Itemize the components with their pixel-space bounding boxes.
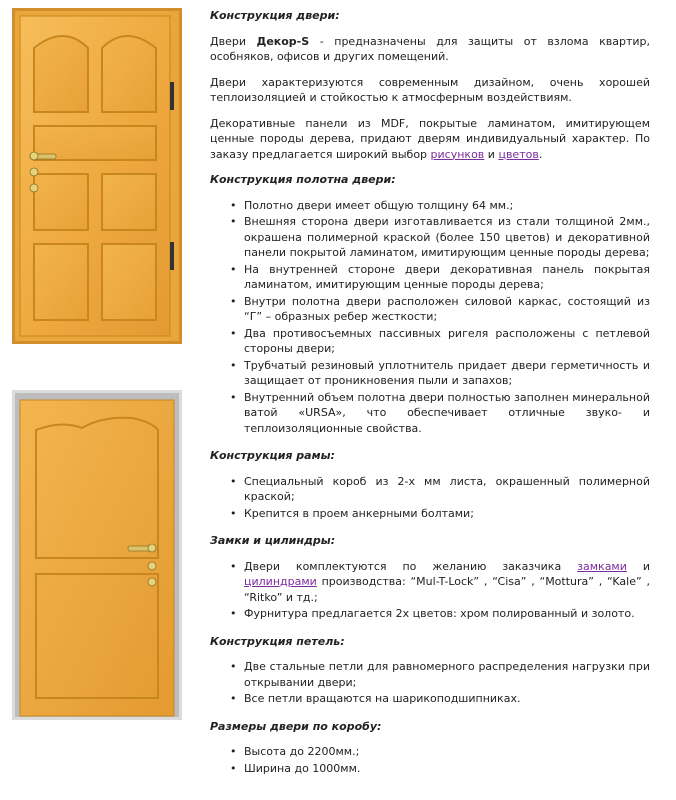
- section-title-hinges: Конструкция петель:: [210, 634, 345, 648]
- leaf-list: [210, 198, 650, 437]
- section-title-leaf: Конструкция полотна двери:: [210, 173, 396, 186]
- colors-link[interactable]: цветов: [498, 147, 539, 161]
- list-item: • Ширина до 1000мм.: [244, 761, 650, 777]
- list-item: • Два противосъемных пассивных ригеля расположены с петлевой стороны двери;: [244, 326, 650, 357]
- patterns-link[interactable]: рисунков: [430, 147, 485, 161]
- locks-item1-pre: Двери комплектуются по желанию заказчика: [244, 559, 578, 573]
- intro-paragraph-3: [210, 116, 650, 163]
- list-item: • Две стальные петли для равномерного распределения нагрузки при открывании двери;: [244, 659, 650, 690]
- hinges-list: [210, 659, 650, 707]
- locks-item1-mid: и: [626, 559, 650, 573]
- cylinders-link[interactable]: цилиндрами: [244, 575, 317, 588]
- list-item: • Внутри полотна двери расположен силовой каркас, состоящий из “Г” – образных ребер жесткости;: [244, 294, 650, 325]
- intro-paragraph-1: [210, 34, 650, 65]
- list-item: • Высота до 2200мм.;: [244, 744, 650, 760]
- intro-p3-end: .: [538, 147, 543, 161]
- locks-item1-post: производства: “Mul-T-Lock” , “Cisa” , “Mottura” , “Kale” , “Ritko” и тд.;: [244, 575, 650, 604]
- door-image-top: [12, 8, 182, 344]
- locks-list: [210, 559, 650, 622]
- sizes-list: [210, 744, 650, 776]
- intro-p1-pre: Двери: [210, 34, 257, 48]
- list-item: • Внешняя сторона двери изготавливается из стали толщиной 2мм., окрашена полимерной краской (более 150 цветов) и декоративной панели покрытой ламинатом, имитирующим ценные породы дерева;: [244, 214, 650, 261]
- list-item: • Внутренний объем полотна двери полностью заполнен минеральной ватой «URSA», что обеспечивает отличные звуко- и теплоизоляционные свойства.: [244, 390, 650, 437]
- section-title-locks: Замки и цилиндры:: [210, 534, 336, 547]
- list-item: [244, 559, 650, 606]
- door-image-bottom: [12, 390, 182, 720]
- intro-p3-mid: и: [484, 147, 499, 161]
- intro-p3-pre: Декоративные панели из MDF, покрытые ламинатом, имитирующем ценные породы дерева, придают дверям индивидуальный характер. По заказу предлагается широкий выбор: [210, 116, 650, 161]
- list-item: • На внутренней стороне двери декоративная панель покрытая ламинатом, имитирующим ценные породы дерева;: [244, 262, 650, 293]
- locks-link[interactable]: замками: [577, 559, 627, 573]
- list-item: • Все петли вращаются на шарикоподшипниках.: [244, 691, 650, 707]
- section-title-intro: Конструкция двери:: [210, 9, 340, 22]
- section-title-frame: Конструкция рамы:: [210, 449, 335, 462]
- list-item: • Трубчатый резиновый уплотнитель придает двери герметичность и защищает от проникновения пыли и запахов;: [244, 358, 650, 389]
- list-item: • Специальный короб из 2-х мм листа, окрашенный полимерной краской;: [244, 474, 650, 505]
- intro-p1-post: - предназначены для защиты от взлома квартир, особняков, офисов и других помещений.: [210, 34, 650, 63]
- section-title-sizes: Размеры двери по коробу:: [210, 719, 382, 733]
- model-name: Декор-S: [256, 34, 310, 48]
- images-column: [0, 0, 200, 800]
- intro-paragraph-2: Двери характеризуются современным дизайном, очень хорошей теплоизоляцией и стойкостью к атмосферным воздействиям.: [210, 75, 650, 104]
- frame-list: [210, 474, 650, 522]
- list-item: • Полотно двери имеет общую толщину 64 мм.;: [244, 198, 650, 214]
- list-item: • Фурнитура предлагается 2х цветов: хром полированный и золото.: [244, 606, 650, 622]
- list-item: • Крепится в проем анкерными болтами;: [244, 506, 650, 522]
- content-column: [210, 8, 650, 788]
